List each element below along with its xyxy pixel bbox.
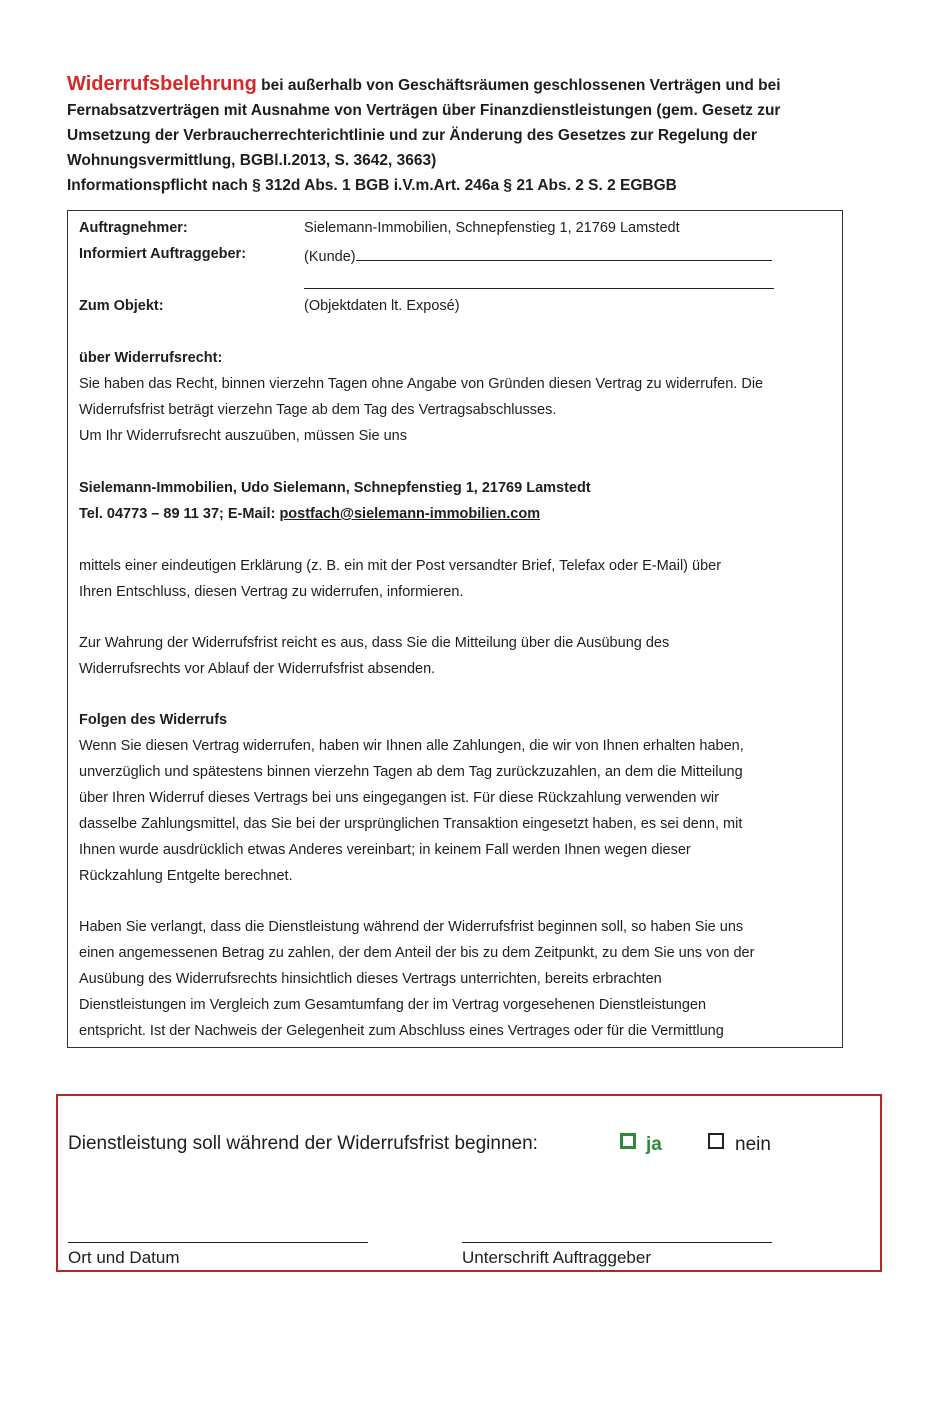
paragraph-withdrawal-right bbox=[79, 371, 831, 449]
object-label: Zum Objekt: bbox=[79, 298, 164, 314]
text-line: Ihren Entschluss, diesen Vertrag zu widerrufen, informieren. bbox=[79, 584, 464, 600]
place-date-line[interactable] bbox=[68, 1242, 368, 1243]
header-line-4: Wohnungsvermittlung, BGBl.I.2013, S. 3642, 3663) bbox=[67, 152, 437, 169]
object-value: (Objektdaten lt. Exposé) bbox=[304, 298, 460, 314]
client-field[interactable] bbox=[304, 246, 772, 265]
text-line: Um Ihr Widerrufsrecht auszuüben, müssen Sie uns bbox=[79, 428, 407, 444]
header-line-3: Umsetzung der Verbraucherrechterichtlinie und zur Änderung des Gesetzes zur Regelung der bbox=[67, 127, 757, 144]
text-line: Ausübung des Widerrufsrechts hinsichtlich dieses Vertrags unterrichten, bereits erbrachten bbox=[79, 971, 662, 987]
text-line: mittels einer eindeutigen Erklärung (z. B. ein mit der Post versandter Brief, Telefax oder E-Mail) über bbox=[79, 558, 722, 574]
client-underline bbox=[356, 246, 772, 261]
client-placeholder: (Kunde) bbox=[304, 249, 356, 265]
information-box bbox=[67, 210, 843, 1048]
no-checkbox[interactable] bbox=[708, 1133, 724, 1149]
text-line: Zur Wahrung der Widerrufsfrist reicht es aus, dass Sie die Mitteilung über die Ausübung des bbox=[79, 635, 670, 651]
text-line: dasselbe Zahlungsmittel, das Sie bei der ursprünglichen Transaktion eingesetzt haben, es sei denn, mit bbox=[79, 816, 743, 832]
company-address: Sielemann-Immobilien, Udo Sielemann, Schnepfenstieg 1, 21769 Lamstedt bbox=[79, 480, 591, 496]
text-line: Widerrufsfrist beträgt vierzehn Tage ab dem Tag des Vertragsabschlusses. bbox=[79, 402, 557, 418]
text-line: Sie haben das Recht, binnen vierzehn Tagen ohne Angabe von Gründen diesen Vertrag zu widerrufen. Die bbox=[79, 376, 764, 392]
paragraph-declaration bbox=[79, 553, 831, 605]
text-line: Haben Sie verlangt, dass die Dienstleistung während der Widerrufsfrist beginnen soll, so haben Sie uns bbox=[79, 919, 744, 935]
header-line-5: Informationspflicht nach § 312d Abs. 1 BGB i.V.m.Art. 246a § 21 Abs. 2 S. 2 EGBGB bbox=[67, 177, 677, 194]
client-label: Informiert Auftraggeber: bbox=[79, 246, 247, 262]
contractor-label: Auftragnehmer: bbox=[79, 220, 188, 236]
text-line: Ihnen wurde ausdrücklich etwas Anderes vereinbart; in keinem Fall werden Ihnen wegen dieser bbox=[79, 842, 691, 858]
section-heading-withdrawal-right: über Widerrufsrecht: bbox=[79, 350, 223, 366]
document-title: Widerrufsbelehrung bbox=[67, 73, 257, 95]
yes-label: ja bbox=[646, 1134, 662, 1155]
text-line: Widerrufsrechts vor Ablauf der Widerrufsfrist absenden. bbox=[79, 661, 436, 677]
no-label: nein bbox=[735, 1134, 771, 1155]
header-line-2: Fernabsatzverträgen mit Ausnahme von Verträgen über Finanzdienstleistungen (gem. Gesetz zur bbox=[67, 102, 781, 119]
text-line: Dienstleistungen im Vergleich zum Gesamtumfang der im Vertrag vorgesehenen Dienstleistungen bbox=[79, 997, 707, 1013]
text-line: Wenn Sie diesen Vertrag widerrufen, haben wir Ihnen alle Zahlungen, die wir von Ihnen erhalten haben, bbox=[79, 738, 744, 754]
contact-phone: Tel. 04773 – 89 11 37; E-Mail: bbox=[79, 506, 280, 522]
client-second-line bbox=[304, 288, 774, 289]
text-line: entspricht. Ist der Nachweis der Gelegenheit zum Abschluss eines Vertrages oder für die Vermittlung bbox=[79, 1023, 724, 1039]
text-line: Rückzahlung Entgelte berechnet. bbox=[79, 868, 293, 884]
text-line: einen angemessenen Betrag zu zahlen, der dem Anteil der bis zu dem Zeitpunkt, zu dem Sie uns von der bbox=[79, 945, 755, 961]
text-line: unverzüglich und spätestens binnen vierzehn Tagen ab dem Tag zurückzuzahlen, an dem die Mitteilung bbox=[79, 764, 743, 780]
paragraph-service-start bbox=[79, 914, 831, 1044]
service-start-question: Dienstleistung soll während der Widerrufsfrist beginnen: bbox=[68, 1133, 538, 1154]
contractor-value: Sielemann-Immobilien, Schnepfenstieg 1, 21769 Lamstedt bbox=[304, 220, 680, 236]
signature-box bbox=[56, 1094, 882, 1272]
company-address-block bbox=[79, 475, 831, 527]
place-date-label: Ort und Datum bbox=[68, 1248, 180, 1267]
paragraph-deadline bbox=[79, 630, 831, 682]
paragraph-consequences bbox=[79, 733, 831, 889]
yes-checkbox[interactable] bbox=[620, 1133, 636, 1149]
document-header bbox=[67, 72, 867, 198]
text-line: über Ihren Widerruf dieses Vertrags bei uns eingegangen ist. Für diese Rückzahlung verwenden wir bbox=[79, 790, 719, 806]
signature-label: Unterschrift Auftraggeber bbox=[462, 1248, 651, 1267]
signature-line[interactable] bbox=[462, 1242, 772, 1243]
section-heading-consequences: Folgen des Widerrufs bbox=[79, 712, 228, 728]
header-line-1: bei außerhalb von Geschäftsräumen geschlossenen Verträgen und bei bbox=[256, 77, 781, 94]
email-link[interactable]: postfach@sielemann-immobilien.com bbox=[279, 506, 541, 522]
